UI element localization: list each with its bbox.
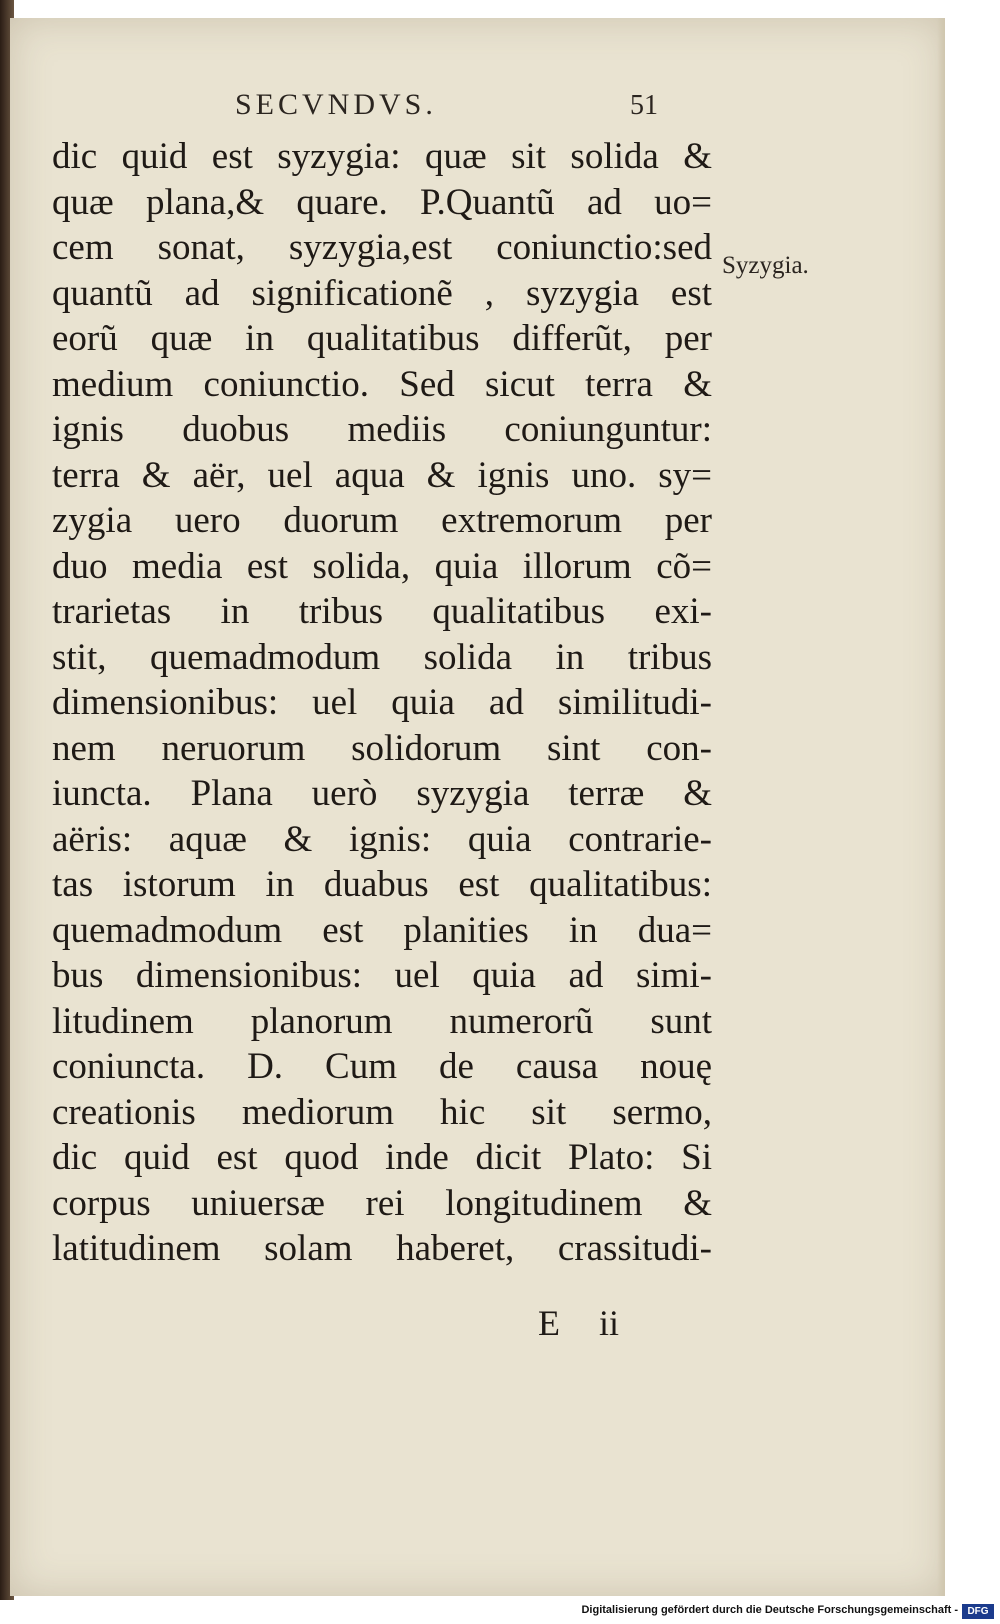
signature-mark: E ii (538, 1303, 619, 1343)
text-line: trarietas in tribus qualitatibus exi- (52, 591, 712, 632)
text-line: eorũ quæ in qualitatibus differũt, per (52, 318, 712, 359)
page-edge (937, 18, 945, 1596)
text-line: medium coniunctio. Sed sicut terra & (52, 363, 712, 405)
text-line: stit, quemadmodum solida in tribus (52, 636, 712, 678)
text-line: tas istorum in duabus est qualitatibus: (52, 864, 712, 905)
text-line: latitudinem solam haberet, crassitudi- (52, 1228, 712, 1269)
text-line: litudinem planorum numerorũ sunt (52, 1000, 712, 1042)
text-line: duo media est solida, quia illorum cõ= (52, 545, 712, 587)
text-line: terra & aër, uel aqua & ignis uno. sy= (52, 454, 712, 496)
footer-bar (0, 1600, 1000, 1624)
text-line: creationis mediorum hic sit sermo, (52, 1091, 712, 1133)
dfg-logo: DFG (962, 1604, 994, 1619)
text-line: quæ plana,& quare. P.Quantũ ad uo= (52, 181, 712, 223)
funding-credit: Digitalisierung gefördert durch die Deutsche Forschungsgemeinschaft - (581, 1604, 958, 1616)
text-line: nem neruorum solidorum sint con- (52, 727, 712, 769)
text-line: ignis duobus mediis coniunguntur: (52, 409, 712, 450)
text-line: quantũ ad significationẽ , syzygia est (52, 272, 712, 314)
body-text (52, 134, 712, 1272)
text-line: coniuncta. D. Cum de causa nouę (52, 1046, 712, 1087)
text-line: zygia uero duorum extremorum per (52, 500, 712, 541)
text-line: corpus uniuersæ rei longitudinem & (52, 1182, 712, 1224)
text-line: dic quid est syzygia: quæ sit solida & (52, 136, 712, 177)
text-line: aëris: aquæ & ignis: quia contrarie- (52, 818, 712, 860)
text-line: cem sonat, syzygia,est coniunctio:sed (52, 227, 712, 268)
text-line: iuncta. Plana uerò syzygia terræ & (52, 773, 712, 814)
page-number: 51 (630, 90, 658, 121)
text-line: quemadmodum est planities in dua= (52, 909, 712, 951)
running-head: SECVNDVS. (235, 88, 437, 121)
text-line: bus dimensionibus: uel quia ad simi- (52, 955, 712, 996)
marginal-note: Syzygia. (722, 252, 809, 279)
text-line: dic quid est quod inde dicit Plato: Si (52, 1137, 712, 1178)
text-line: dimensionibus: uel quia ad similitudi- (52, 682, 712, 723)
